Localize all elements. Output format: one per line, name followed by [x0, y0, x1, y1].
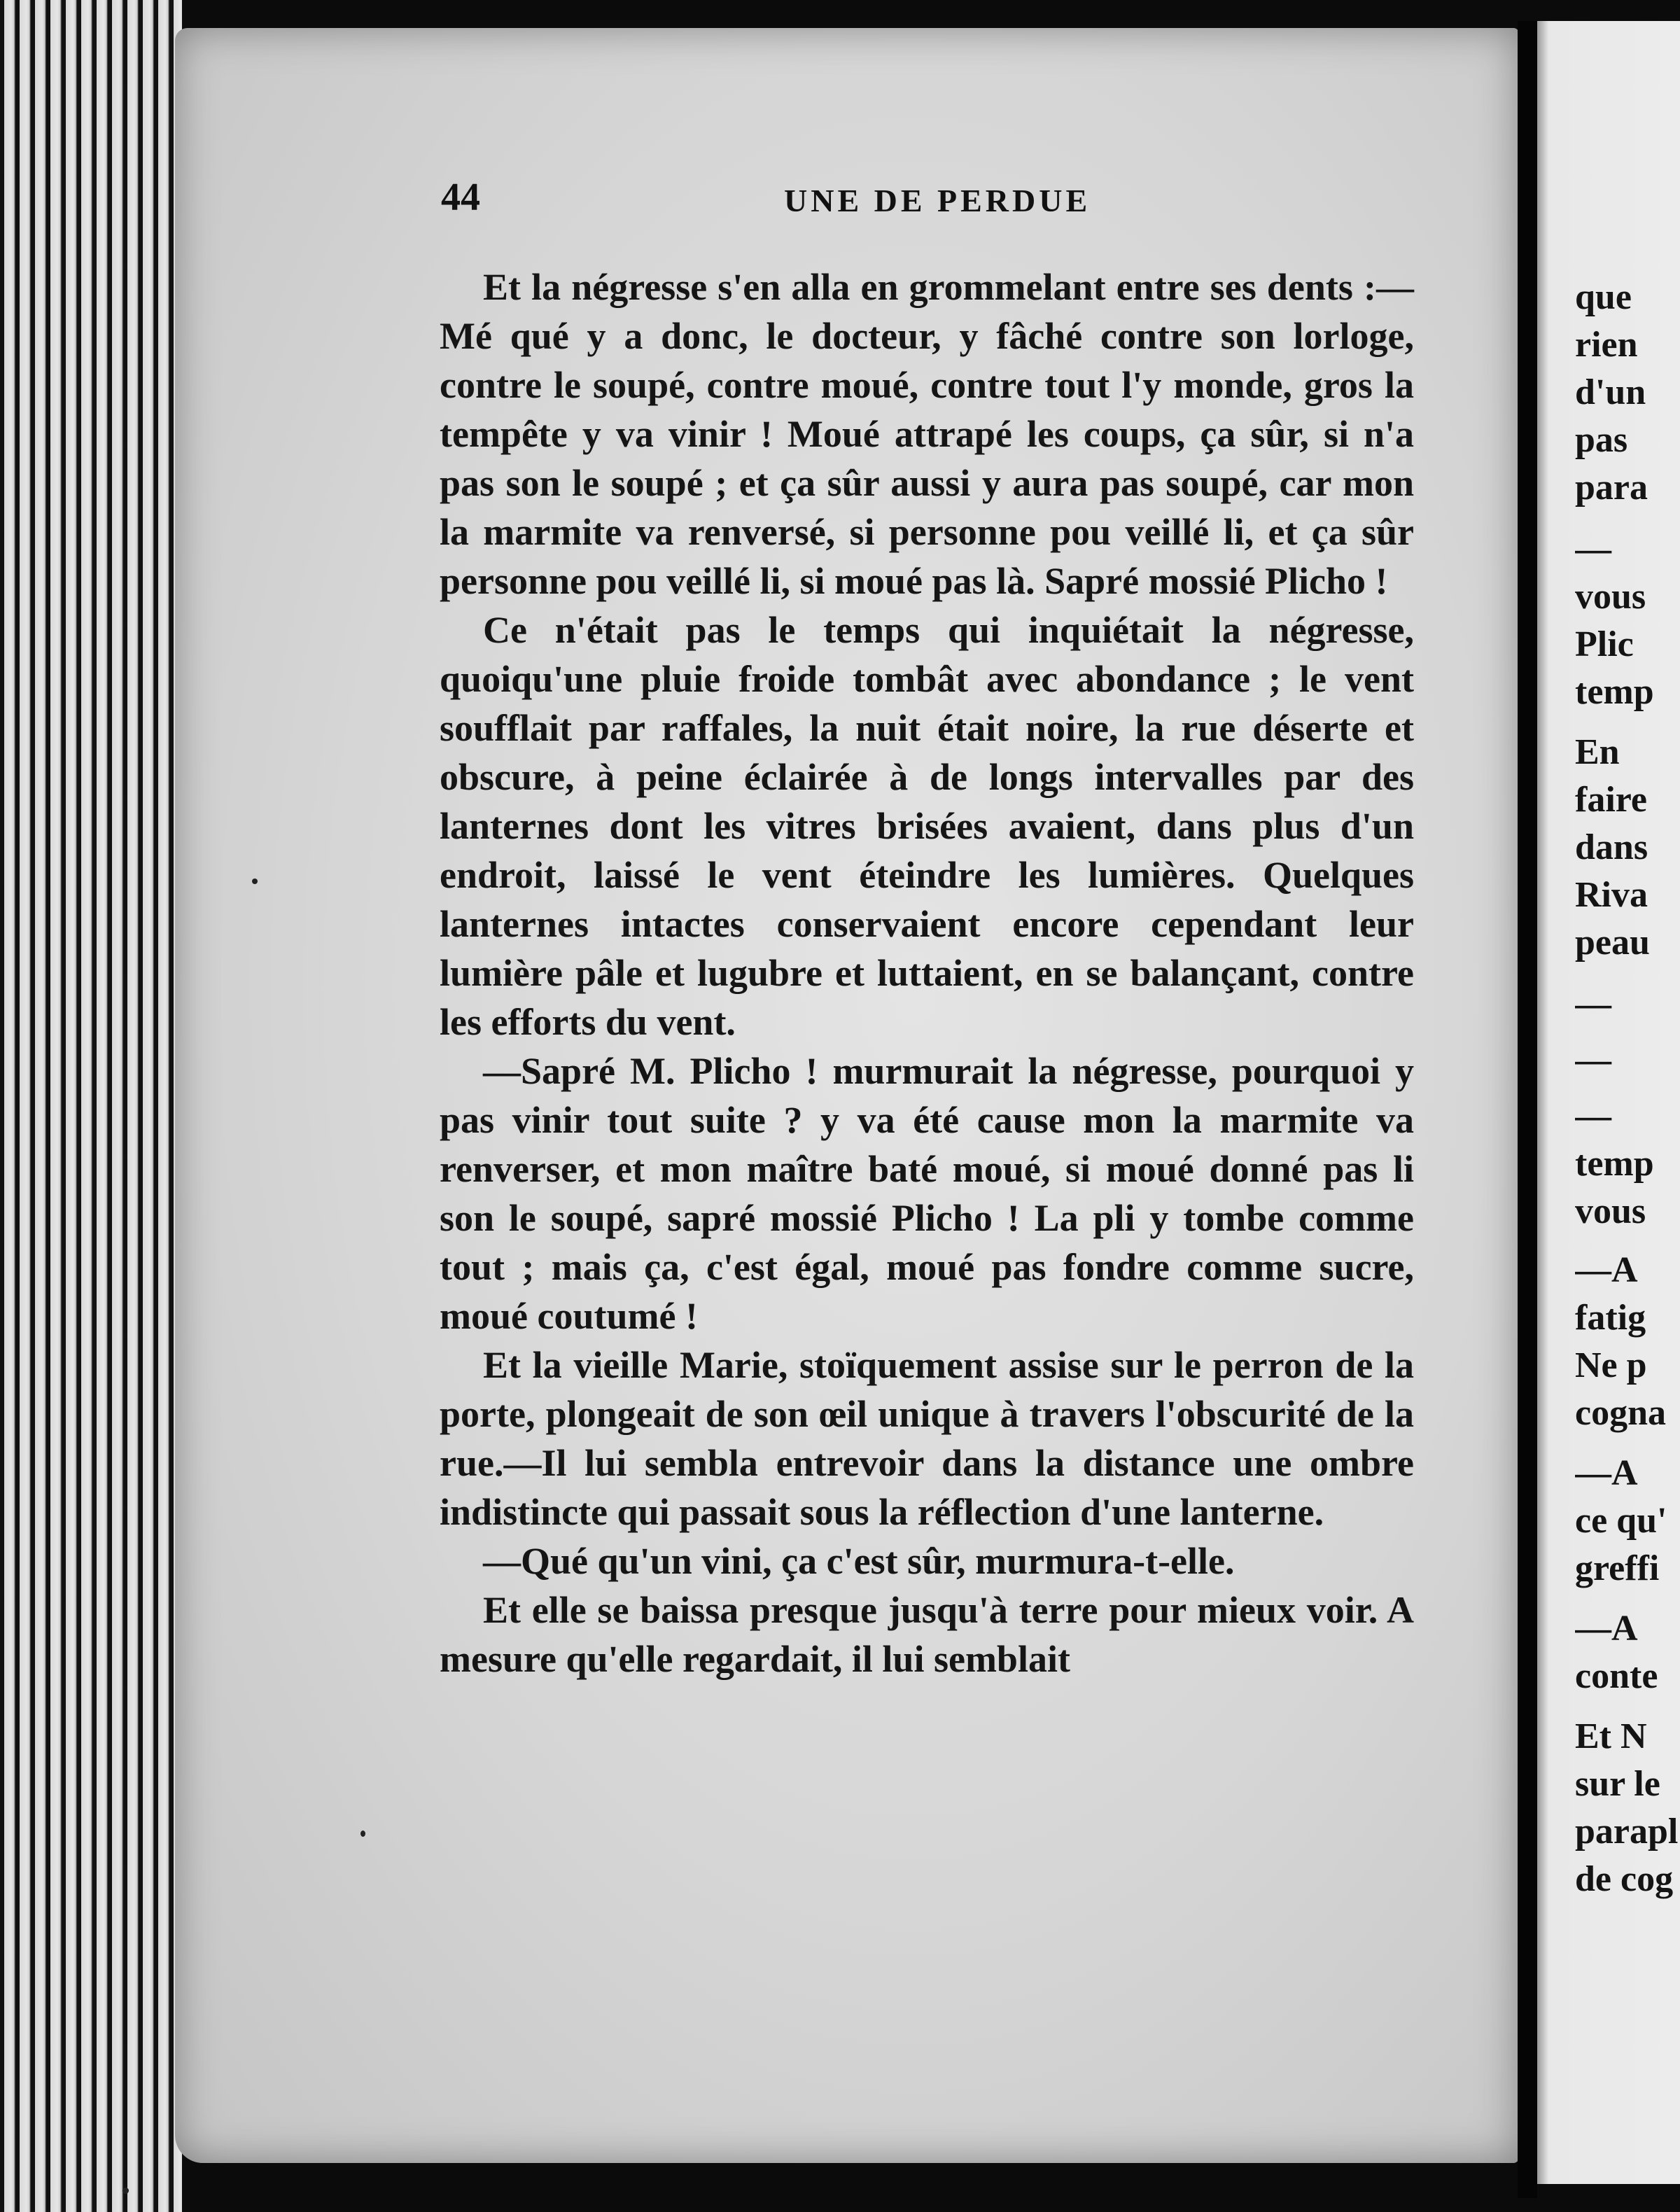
facing-line: —: [1575, 984, 1611, 1024]
scan-speck: [252, 878, 258, 884]
facing-line: vous: [1575, 577, 1646, 617]
book-gutter: [1518, 21, 1537, 2198]
page-edges: [0, 0, 182, 2212]
facing-line: Et N: [1575, 1716, 1647, 1756]
facing-line: greffi: [1575, 1548, 1660, 1588]
facing-line: fatig: [1575, 1298, 1646, 1338]
facing-line: sur le: [1575, 1764, 1660, 1804]
page-header: [441, 175, 1407, 231]
facing-line: de cog: [1575, 1859, 1674, 1899]
facing-line: —A: [1575, 1453, 1638, 1493]
paragraph: Ce n'était pas le temps qui inquiétait la négresse, quoiqu'une pluie froide tombât avec abondance ; le vent soufflait par raffales, la nuit était noire, la rue déserte et obscure, à peine éclairée à de longs intervalles par des lanternes dont les vitres brisées avaient, dans plus d'un endroit, laissé le vent éteindre les lumières. Quelques lanternes intactes conservaient encore cependant leur lumière pâle et lugubre et luttaient, en se balançant, contre les efforts du vent.: [440, 609, 1414, 1043]
facing-line: Plic: [1575, 624, 1634, 664]
running-title: UNE DE PERDUE: [784, 183, 1091, 218]
paragraph: —Qué qu'un vini, ça c'est sûr, murmura-t-elle.: [483, 1540, 1235, 1582]
facing-line: —: [1575, 1096, 1611, 1136]
facing-line: —: [1575, 529, 1611, 569]
facing-page-text: [1575, 0, 1680, 2212]
facing-line: vous: [1575, 1191, 1646, 1231]
page-number: 44: [441, 176, 480, 219]
facing-line: Ne p: [1575, 1345, 1647, 1385]
facing-line: temp: [1575, 1144, 1654, 1184]
paragraph: Et elle se baissa presque jusqu'à terre pour mieux voir. A mesure qu'elle regardait, il lui semblait: [440, 1589, 1414, 1680]
facing-line: dans: [1575, 827, 1648, 867]
facing-line: que: [1575, 277, 1632, 317]
facing-line: parapl: [1575, 1812, 1679, 1851]
facing-line: para: [1575, 468, 1648, 507]
body-text: [440, 262, 1414, 1684]
facing-line: cogna: [1575, 1393, 1666, 1433]
facing-line: pas: [1575, 420, 1628, 460]
facing-line: faire: [1575, 780, 1647, 820]
facing-line: Riva: [1575, 875, 1648, 915]
facing-line: conte: [1575, 1656, 1658, 1696]
paragraph: Et la négresse s'en alla en grommelant entre ses dents :—Mé qué y a donc, le docteur, y fâché contre son lorloge, contre le soupé, contre moué, contre tout l'y monde, gros la tempête y va vinir ! Moué attrapé les coups, ça sûr, si n'a pas son le soupé ; et ça sûr aussi y aura pas soupé, car mon la marmite va renversé, si personne pou veillé li, et ça sûr personne pou veillé li, si moué pas là. Sapré mossié Plicho !: [440, 266, 1414, 602]
facing-line: rien: [1575, 325, 1638, 365]
scan-speck: [122, 2188, 129, 2194]
facing-line: ce qu': [1575, 1501, 1667, 1541]
paragraph: Et la vieille Marie, stoïquement assise sur le perron de la porte, plongeait de son œil unique à travers l'obscurité de la rue.—Il lui sembla entrevoir dans la distance une ombre indistincte qui passait sous la réflection d'une lanterne.: [440, 1344, 1414, 1533]
facing-line: —A: [1575, 1250, 1638, 1290]
facing-line: temp: [1575, 672, 1654, 712]
paragraph: —Sapré M. Plicho ! murmurait la négresse, pourquoi y pas vinir tout suite ? y va été cause mon la marmite va renverser, et mon maître baté moué, si moué donné pas li son le soupé, sapré mossié Plicho ! La pli y tombe comme tout ; mais ça, c'est égal, moué pas fondre comme sucre, moué coutumé !: [440, 1050, 1414, 1337]
facing-line: En: [1575, 732, 1620, 772]
facing-line: peau: [1575, 923, 1650, 962]
facing-line: d'un: [1575, 372, 1646, 412]
scan-speck: [360, 1830, 365, 1837]
facing-line: —: [1575, 1040, 1611, 1080]
facing-line: —A: [1575, 1609, 1638, 1648]
